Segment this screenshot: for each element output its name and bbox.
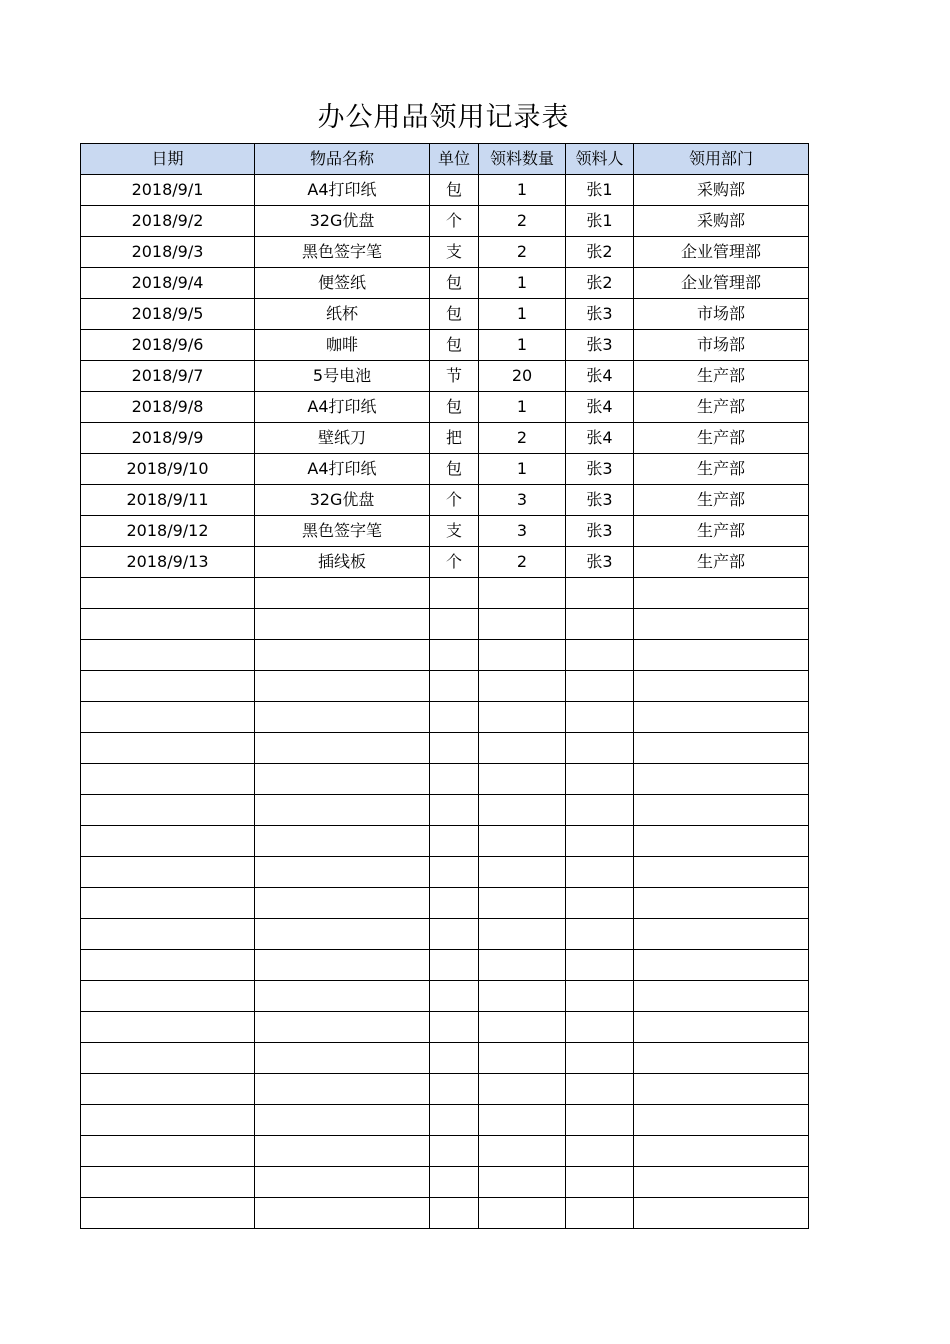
- table-row: [81, 330, 809, 361]
- cell-department[interactable]: [634, 609, 809, 640]
- cell-date[interactable]: [81, 795, 255, 826]
- cell-department[interactable]: [634, 733, 809, 764]
- table-row: [81, 268, 809, 299]
- cell-item-name[interactable]: 黑色签字笔: [255, 237, 430, 268]
- cell-unit[interactable]: [430, 826, 479, 857]
- cell-recipient[interactable]: 张1: [566, 206, 634, 237]
- cell-department[interactable]: 采购部: [634, 206, 809, 237]
- cell-item-name[interactable]: [255, 1012, 430, 1043]
- cell-date[interactable]: 2018/9/5: [81, 299, 255, 330]
- table-row: [81, 578, 809, 609]
- cell-quantity[interactable]: [479, 1043, 566, 1074]
- cell-item-name[interactable]: [255, 733, 430, 764]
- table-row: [81, 516, 809, 547]
- supplies-table: [80, 143, 809, 1229]
- cell-recipient[interactable]: 张4: [566, 361, 634, 392]
- cell-quantity[interactable]: 2: [479, 206, 566, 237]
- cell-unit[interactable]: [430, 950, 479, 981]
- cell-item-name[interactable]: 咖啡: [255, 330, 430, 361]
- cell-unit[interactable]: [430, 1074, 479, 1105]
- cell-unit[interactable]: [430, 1198, 479, 1229]
- cell-date[interactable]: [81, 1074, 255, 1105]
- page-title: 办公用品领用记录表: [317, 102, 570, 133]
- cell-date[interactable]: [81, 702, 255, 733]
- cell-department[interactable]: [634, 1012, 809, 1043]
- cell-item-name[interactable]: 壁纸刀: [255, 423, 430, 454]
- cell-department[interactable]: 采购部: [634, 175, 809, 206]
- cell-department[interactable]: 企业管理部: [634, 237, 809, 268]
- cell-unit[interactable]: [430, 578, 479, 609]
- table-row: [81, 609, 809, 640]
- table-row: [81, 175, 809, 206]
- cell-unit[interactable]: [430, 981, 479, 1012]
- cell-item-name[interactable]: [255, 826, 430, 857]
- cell-unit[interactable]: [430, 795, 479, 826]
- cell-item-name[interactable]: A4打印纸: [255, 454, 430, 485]
- cell-quantity[interactable]: 2: [479, 237, 566, 268]
- cell-department[interactable]: [634, 950, 809, 981]
- cell-recipient[interactable]: 张4: [566, 423, 634, 454]
- cell-quantity[interactable]: 1: [479, 454, 566, 485]
- cell-recipient[interactable]: [566, 1043, 634, 1074]
- table-row: [81, 702, 809, 733]
- table-body: [81, 175, 809, 1229]
- cell-quantity[interactable]: 1: [479, 268, 566, 299]
- cell-date[interactable]: [81, 888, 255, 919]
- cell-quantity[interactable]: 2: [479, 423, 566, 454]
- cell-quantity[interactable]: [479, 857, 566, 888]
- cell-quantity[interactable]: 1: [479, 175, 566, 206]
- cell-date[interactable]: 2018/9/9: [81, 423, 255, 454]
- cell-quantity[interactable]: [479, 1074, 566, 1105]
- cell-item-name[interactable]: [255, 1074, 430, 1105]
- cell-department[interactable]: [634, 888, 809, 919]
- cell-quantity[interactable]: [479, 1105, 566, 1136]
- table-row: [81, 640, 809, 671]
- cell-date[interactable]: [81, 826, 255, 857]
- cell-recipient[interactable]: [566, 1074, 634, 1105]
- cell-item-name[interactable]: [255, 764, 430, 795]
- cell-item-name[interactable]: [255, 1043, 430, 1074]
- cell-item-name[interactable]: 32G优盘: [255, 206, 430, 237]
- table-row: [81, 857, 809, 888]
- cell-date[interactable]: 2018/9/11: [81, 485, 255, 516]
- cell-item-name[interactable]: [255, 919, 430, 950]
- table-row: [81, 547, 809, 578]
- cell-item-name[interactable]: [255, 640, 430, 671]
- table-row: [81, 1043, 809, 1074]
- cell-date[interactable]: [81, 919, 255, 950]
- cell-department[interactable]: [634, 1167, 809, 1198]
- cell-recipient[interactable]: [566, 919, 634, 950]
- cell-unit[interactable]: 包: [430, 454, 479, 485]
- cell-unit[interactable]: 个: [430, 485, 479, 516]
- table-row: [81, 919, 809, 950]
- cell-quantity[interactable]: [479, 578, 566, 609]
- cell-department[interactable]: [634, 981, 809, 1012]
- cell-recipient[interactable]: 张3: [566, 330, 634, 361]
- cell-item-name[interactable]: [255, 1167, 430, 1198]
- cell-recipient[interactable]: 张1: [566, 175, 634, 206]
- cell-date[interactable]: [81, 764, 255, 795]
- cell-recipient[interactable]: [566, 764, 634, 795]
- cell-unit[interactable]: [430, 1043, 479, 1074]
- cell-department[interactable]: 生产部: [634, 485, 809, 516]
- cell-department[interactable]: 生产部: [634, 547, 809, 578]
- cell-date[interactable]: [81, 1043, 255, 1074]
- cell-date[interactable]: [81, 1105, 255, 1136]
- cell-unit[interactable]: [430, 733, 479, 764]
- table-row: [81, 826, 809, 857]
- cell-quantity[interactable]: [479, 795, 566, 826]
- table-header-row: [81, 144, 809, 175]
- cell-recipient[interactable]: [566, 826, 634, 857]
- cell-unit[interactable]: [430, 702, 479, 733]
- cell-item-name[interactable]: 纸杯: [255, 299, 430, 330]
- cell-date[interactable]: 2018/9/6: [81, 330, 255, 361]
- cell-department[interactable]: 生产部: [634, 392, 809, 423]
- cell-quantity[interactable]: [479, 1167, 566, 1198]
- cell-recipient[interactable]: [566, 795, 634, 826]
- cell-department[interactable]: 生产部: [634, 423, 809, 454]
- cell-recipient[interactable]: 张3: [566, 516, 634, 547]
- cell-quantity[interactable]: [479, 702, 566, 733]
- cell-unit[interactable]: 支: [430, 237, 479, 268]
- cell-item-name[interactable]: [255, 1105, 430, 1136]
- cell-recipient[interactable]: [566, 1105, 634, 1136]
- table-row: [81, 237, 809, 268]
- cell-department[interactable]: [634, 1136, 809, 1167]
- cell-date[interactable]: [81, 1167, 255, 1198]
- cell-date[interactable]: [81, 640, 255, 671]
- cell-unit[interactable]: 包: [430, 175, 479, 206]
- cell-date[interactable]: 2018/9/2: [81, 206, 255, 237]
- table-row: [81, 795, 809, 826]
- table-row: [81, 361, 809, 392]
- cell-unit[interactable]: 节: [430, 361, 479, 392]
- cell-quantity[interactable]: [479, 671, 566, 702]
- cell-quantity[interactable]: [479, 609, 566, 640]
- column-header-item-name: 物品名称: [255, 144, 430, 175]
- cell-date[interactable]: 2018/9/12: [81, 516, 255, 547]
- cell-recipient[interactable]: [566, 981, 634, 1012]
- cell-department[interactable]: [634, 764, 809, 795]
- cell-department[interactable]: [634, 1105, 809, 1136]
- cell-item-name[interactable]: [255, 671, 430, 702]
- cell-department[interactable]: [634, 826, 809, 857]
- cell-department[interactable]: 市场部: [634, 299, 809, 330]
- cell-item-name[interactable]: [255, 578, 430, 609]
- cell-quantity[interactable]: [479, 981, 566, 1012]
- table-row: [81, 1074, 809, 1105]
- cell-unit[interactable]: 个: [430, 547, 479, 578]
- cell-unit[interactable]: [430, 1167, 479, 1198]
- cell-item-name[interactable]: [255, 981, 430, 1012]
- cell-date[interactable]: [81, 578, 255, 609]
- cell-date[interactable]: 2018/9/3: [81, 237, 255, 268]
- cell-department[interactable]: 生产部: [634, 361, 809, 392]
- column-header-quantity: 领料数量: [479, 144, 566, 175]
- table-row: [81, 206, 809, 237]
- cell-quantity[interactable]: [479, 950, 566, 981]
- cell-date[interactable]: 2018/9/8: [81, 392, 255, 423]
- cell-item-name[interactable]: [255, 795, 430, 826]
- cell-recipient[interactable]: [566, 671, 634, 702]
- cell-recipient[interactable]: [566, 950, 634, 981]
- cell-recipient[interactable]: [566, 1198, 634, 1229]
- cell-quantity[interactable]: [479, 640, 566, 671]
- cell-recipient[interactable]: [566, 1012, 634, 1043]
- cell-quantity[interactable]: [479, 733, 566, 764]
- cell-unit[interactable]: 包: [430, 392, 479, 423]
- cell-department[interactable]: [634, 919, 809, 950]
- cell-department[interactable]: 生产部: [634, 516, 809, 547]
- cell-date[interactable]: 2018/9/13: [81, 547, 255, 578]
- cell-department[interactable]: [634, 671, 809, 702]
- cell-date[interactable]: 2018/9/7: [81, 361, 255, 392]
- cell-quantity[interactable]: [479, 826, 566, 857]
- cell-recipient[interactable]: [566, 733, 634, 764]
- cell-item-name[interactable]: [255, 888, 430, 919]
- cell-item-name[interactable]: [255, 857, 430, 888]
- cell-unit[interactable]: 包: [430, 299, 479, 330]
- cell-department[interactable]: [634, 1198, 809, 1229]
- cell-unit[interactable]: [430, 764, 479, 795]
- table-row: [81, 1105, 809, 1136]
- cell-unit[interactable]: 包: [430, 268, 479, 299]
- table-row: [81, 1012, 809, 1043]
- table-row: [81, 299, 809, 330]
- cell-quantity[interactable]: 2: [479, 547, 566, 578]
- cell-department[interactable]: [634, 702, 809, 733]
- cell-quantity[interactable]: [479, 764, 566, 795]
- table-row: [81, 1136, 809, 1167]
- cell-item-name[interactable]: 便签纸: [255, 268, 430, 299]
- cell-department[interactable]: 企业管理部: [634, 268, 809, 299]
- cell-unit[interactable]: [430, 1012, 479, 1043]
- cell-item-name[interactable]: [255, 950, 430, 981]
- table-row: [81, 423, 809, 454]
- cell-department[interactable]: [634, 640, 809, 671]
- cell-quantity[interactable]: [479, 1136, 566, 1167]
- cell-recipient[interactable]: 张4: [566, 392, 634, 423]
- cell-date[interactable]: [81, 733, 255, 764]
- cell-unit[interactable]: [430, 888, 479, 919]
- cell-item-name[interactable]: 5号电池: [255, 361, 430, 392]
- cell-item-name[interactable]: A4打印纸: [255, 175, 430, 206]
- cell-department[interactable]: [634, 1043, 809, 1074]
- cell-quantity[interactable]: [479, 1012, 566, 1043]
- cell-department[interactable]: [634, 795, 809, 826]
- cell-recipient[interactable]: 张3: [566, 547, 634, 578]
- cell-item-name[interactable]: [255, 1198, 430, 1229]
- cell-recipient[interactable]: [566, 640, 634, 671]
- cell-item-name[interactable]: A4打印纸: [255, 392, 430, 423]
- table-row: [81, 1167, 809, 1198]
- cell-quantity[interactable]: 1: [479, 299, 566, 330]
- cell-department[interactable]: 市场部: [634, 330, 809, 361]
- column-header-department: 领用部门: [634, 144, 809, 175]
- cell-recipient[interactable]: 张3: [566, 485, 634, 516]
- column-header-date: 日期: [81, 144, 255, 175]
- table-row: [81, 888, 809, 919]
- cell-unit[interactable]: 包: [430, 330, 479, 361]
- cell-recipient[interactable]: 张3: [566, 454, 634, 485]
- cell-unit[interactable]: [430, 1136, 479, 1167]
- cell-item-name[interactable]: 黑色签字笔: [255, 516, 430, 547]
- cell-unit[interactable]: [430, 919, 479, 950]
- cell-recipient[interactable]: [566, 609, 634, 640]
- cell-unit[interactable]: 支: [430, 516, 479, 547]
- cell-quantity[interactable]: [479, 919, 566, 950]
- cell-department[interactable]: 生产部: [634, 454, 809, 485]
- cell-recipient[interactable]: [566, 578, 634, 609]
- cell-department[interactable]: [634, 578, 809, 609]
- cell-date[interactable]: [81, 1012, 255, 1043]
- table-row: [81, 454, 809, 485]
- cell-recipient[interactable]: [566, 1136, 634, 1167]
- cell-unit[interactable]: [430, 1105, 479, 1136]
- cell-date[interactable]: [81, 1136, 255, 1167]
- cell-recipient[interactable]: 张2: [566, 268, 634, 299]
- cell-quantity[interactable]: [479, 1198, 566, 1229]
- table-row: [81, 392, 809, 423]
- cell-date[interactable]: [81, 671, 255, 702]
- cell-quantity[interactable]: 3: [479, 516, 566, 547]
- cell-department[interactable]: [634, 857, 809, 888]
- cell-date[interactable]: [81, 609, 255, 640]
- cell-item-name[interactable]: [255, 1136, 430, 1167]
- cell-unit[interactable]: 把: [430, 423, 479, 454]
- cell-quantity[interactable]: 3: [479, 485, 566, 516]
- cell-date[interactable]: 2018/9/10: [81, 454, 255, 485]
- table-row: [81, 671, 809, 702]
- cell-date[interactable]: [81, 981, 255, 1012]
- table-row: [81, 981, 809, 1012]
- table-row: [81, 485, 809, 516]
- cell-quantity[interactable]: 1: [479, 330, 566, 361]
- cell-unit[interactable]: [430, 609, 479, 640]
- cell-recipient[interactable]: 张3: [566, 299, 634, 330]
- cell-date[interactable]: 2018/9/1: [81, 175, 255, 206]
- column-header-unit: 单位: [430, 144, 479, 175]
- cell-item-name[interactable]: [255, 609, 430, 640]
- column-header-recipient: 领料人: [566, 144, 634, 175]
- cell-date[interactable]: [81, 1198, 255, 1229]
- table-row: [81, 950, 809, 981]
- cell-quantity[interactable]: 20: [479, 361, 566, 392]
- table-row: [81, 764, 809, 795]
- cell-recipient[interactable]: [566, 888, 634, 919]
- cell-recipient[interactable]: [566, 1167, 634, 1198]
- cell-unit[interactable]: [430, 671, 479, 702]
- cell-date[interactable]: 2018/9/4: [81, 268, 255, 299]
- cell-unit[interactable]: [430, 857, 479, 888]
- cell-recipient[interactable]: 张2: [566, 237, 634, 268]
- cell-date[interactable]: [81, 950, 255, 981]
- cell-item-name[interactable]: 32G优盘: [255, 485, 430, 516]
- cell-item-name[interactable]: 插线板: [255, 547, 430, 578]
- table-row: [81, 1198, 809, 1229]
- cell-recipient[interactable]: [566, 857, 634, 888]
- cell-department[interactable]: [634, 1074, 809, 1105]
- cell-unit[interactable]: [430, 640, 479, 671]
- cell-quantity[interactable]: 1: [479, 392, 566, 423]
- table-row: [81, 733, 809, 764]
- cell-unit[interactable]: 个: [430, 206, 479, 237]
- cell-recipient[interactable]: [566, 702, 634, 733]
- cell-quantity[interactable]: [479, 888, 566, 919]
- cell-item-name[interactable]: [255, 702, 430, 733]
- cell-date[interactable]: [81, 857, 255, 888]
